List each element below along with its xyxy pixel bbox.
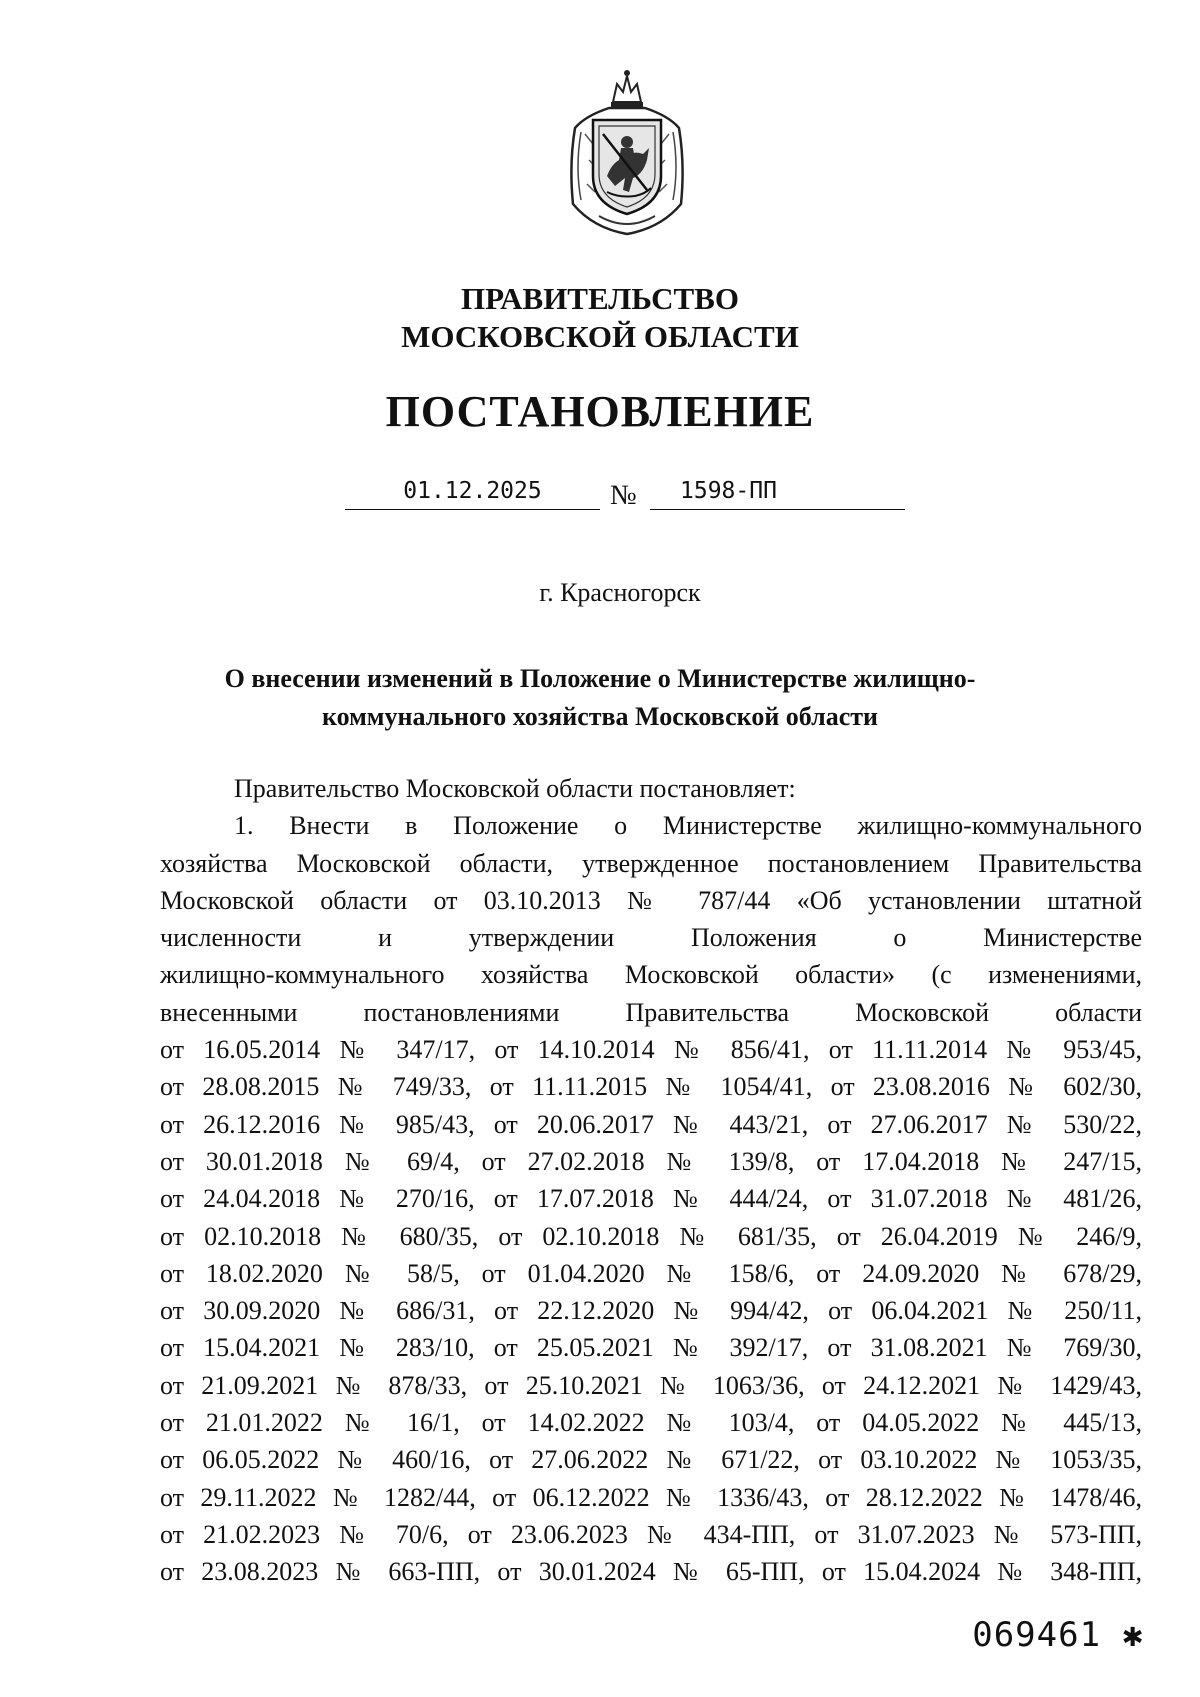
government-name-line1: ПРАВИТЕЛЬСТВО	[461, 281, 739, 316]
paragraph-line: от 23.08.2023 № 663-ПП, от 30.01.2024 № 65-ПП, от 15.04.2024 № 348-ПП,	[160, 1557, 1142, 1587]
paragraph-line: от 16.05.2014 № 347/17, от 14.10.2014 № 856/41, от 11.11.2014 № 953/45,	[160, 1035, 1142, 1065]
paragraph-line: от 15.04.2021 № 283/10, от 25.05.2021 № 392/17, от 31.08.2021 № 769/30,	[160, 1333, 1142, 1363]
paragraph-line: от 30.01.2018 № 69/4, от 27.02.2018 № 139/8, от 17.04.2018 № 247/15,	[160, 1146, 1142, 1176]
document-serial-number: 069461 ✱	[972, 1615, 1144, 1655]
paragraph-line: жилищно-коммунального хозяйства Московской области» (с изменениями,	[160, 960, 1142, 990]
decree-number: 1598-ПП	[650, 477, 905, 510]
paragraph-line: от 28.08.2015 № 749/33, от 11.11.2015 № 1054/41, от 23.08.2016 № 602/30,	[160, 1072, 1142, 1102]
paragraph-line: численности и утверждении Положения о Министерстве	[160, 923, 1142, 953]
paragraph-line: от 21.09.2021 № 878/33, от 25.10.2021 № 1063/36, от 24.12.2021 № 1429/43,	[160, 1370, 1142, 1400]
paragraph-line: Московской области от 03.10.2013 № 787/44 «Об установлении штатной	[160, 885, 1142, 915]
paragraph-line: 1. Внести в Положение о Министерстве жилищно-коммунального	[234, 811, 1142, 841]
paragraph-line: от 18.02.2020 № 58/5, от 01.04.2020 № 158/6, от 24.09.2020 № 678/29,	[160, 1258, 1142, 1288]
paragraph-line: от 06.05.2022 № 460/16, от 27.06.2022 № 671/22, от 03.10.2022 № 1053/35,	[160, 1445, 1142, 1475]
paragraph-line: от 29.11.2022 № 1282/44, от 06.12.2022 № 1336/43, от 28.12.2022 № 1478/46,	[160, 1482, 1142, 1512]
paragraph-line: от 24.04.2018 № 270/16, от 17.07.2018 № 444/24, от 31.07.2018 № 481/26,	[160, 1184, 1142, 1214]
subject-line: О внесении изменений в Положение о Министерстве жилищно-	[224, 664, 976, 693]
paragraph-line: от 02.10.2018 № 680/35, от 02.10.2018 № 681/35, от 26.04.2019 № 246/9,	[160, 1221, 1142, 1251]
paragraph-line: от 21.02.2023 № 70/6, от 23.06.2023 № 434-ПП, от 31.07.2023 № 573-ПП,	[160, 1519, 1142, 1549]
decree-subject	[0, 660, 1200, 736]
preamble: Правительство Московской области постановляет:	[234, 774, 796, 803]
paragraph-line: от 26.12.2016 № 985/43, от 20.06.2017 № 443/21, от 27.06.2017 № 530/22,	[160, 1109, 1142, 1139]
document-type-title: ПОСТАНОВЛЕНИЕ	[385, 387, 815, 436]
paragraph-line: от 21.01.2022 № 16/1, от 14.02.2022 № 103/4, от 04.05.2022 № 445/13,	[160, 1408, 1142, 1438]
subject-line: коммунального хозяйства Московской области	[321, 702, 879, 731]
paragraph-line: хозяйства Московской области, утвержденное постановлением Правительства	[160, 848, 1142, 878]
paragraph-line: от 30.09.2020 № 686/31, от 22.12.2020 № 994/42, от 06.04.2021 № 250/11,	[160, 1296, 1142, 1326]
paragraph-line: внесенными постановлениями Правительства Московской области	[160, 997, 1142, 1027]
number-sign: №	[610, 480, 637, 511]
decree-body	[160, 770, 1142, 1591]
coat-of-arms-icon	[563, 64, 691, 236]
city-name: г. Красногорск	[539, 578, 701, 607]
government-name-line2: МОСКОВСКОЙ ОБЛАСТИ	[401, 319, 799, 354]
decree-date: 01.12.2025	[345, 477, 600, 510]
